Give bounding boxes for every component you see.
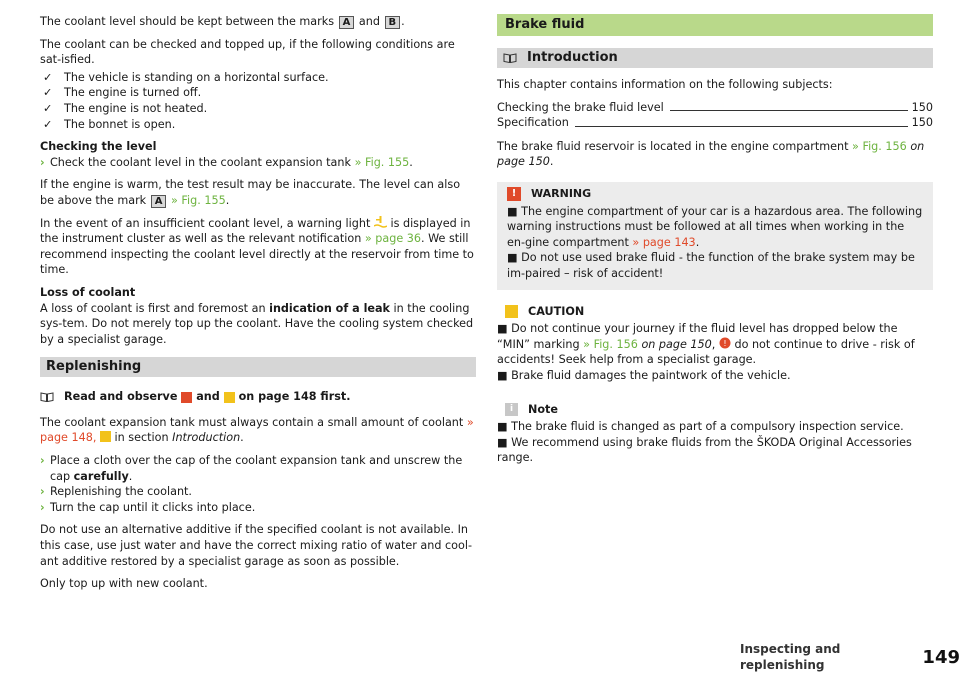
expansion-tank-paragraph: The coolant expansion tank must always contain a small amount of coolant » page 148, in section Introduction. — [40, 415, 474, 445]
arrow-right-icon: › — [40, 485, 45, 499]
conditions-list — [40, 70, 476, 132]
footer-section-label: Inspecting and replenishing — [740, 642, 841, 672]
page-footer — [740, 642, 960, 673]
list-item: ✓ The engine is not heated. — [43, 101, 208, 115]
replenishing-section-header: Replenishing — [40, 357, 476, 377]
checking-level-heading: Checking the level — [40, 140, 157, 154]
warm-engine-paragraph: If the engine is warm, the test result may be inaccurate. The level can also be above the mark A » Fig. 155. — [40, 178, 461, 207]
insufficient-level-paragraph: In the event of an insufficient coolant level, a warning light is displayed in the instrument cluster as well as the relevant notification » page 36. We still recommend inspecting the coolant level directly at the reservoir from time to time. — [40, 216, 474, 277]
reservoir-location-paragraph: The brake fluid reservoir is located in the engine compartment » Fig. 156 on page 150. — [497, 139, 925, 169]
warning-icon — [181, 392, 192, 403]
caution-item: ■ Brake fluid damages the paintwork of the vehicle. — [497, 368, 791, 382]
caution-heading: CAUTION — [505, 304, 933, 320]
arrow-right-icon: › — [40, 500, 45, 514]
checkmark-icon: ✓ — [43, 117, 53, 131]
brake-fluid-header: Brake fluid — [497, 14, 933, 36]
svg-text:!: ! — [723, 338, 727, 348]
introduction-header: Introduction — [497, 48, 933, 68]
warning-item: ■ Do not use used brake fluid - the function of the brake system may be im-paired – risk of accident! — [507, 251, 915, 280]
page-148-link[interactable]: » page 148, — [40, 415, 474, 445]
checkmark-icon: ✓ — [43, 101, 53, 115]
read-and-observe-line: Read and observe and on page 148 first. — [40, 389, 476, 405]
alternative-additive-paragraph: Do not use an alternative additive if the specified coolant is not available. In this case, use just water and have the correct mixing ratio of water and cool-ant additive restored by a specialist garage as soon as possible. — [40, 523, 473, 568]
page-36-link[interactable]: » page 36 — [364, 232, 421, 246]
note-item: ■ The brake fluid is changed as part of a compulsory inspection service. — [497, 420, 904, 434]
mark-a-label: A — [151, 195, 167, 208]
list-item: › Replenishing the coolant. — [40, 485, 192, 499]
caution-item: ■ Do not continue your journey if the fluid level has dropped below the “MIN” marking » Fig. 156 on page 150, ! do not continue to drive - risk of accidents! Seek help from a specialist garage. — [497, 322, 915, 367]
note-item: ■ We recommend using brake fluids from the ŠKODA Original Accessories range. — [497, 435, 912, 465]
checkmark-icon: ✓ — [43, 70, 53, 84]
checking-step: › Check the coolant level in the coolant expansion tank » Fig. 155. — [40, 155, 413, 169]
note-heading: i Note — [505, 402, 933, 418]
loss-of-coolant-paragraph: A loss of coolant is first and foremost an indication of a leak in the cooling sys-tem. Do not merely top up the coolant. Have the cooling system checked by a specialist garage. — [40, 301, 474, 346]
coolant-level-paragraph: The coolant level should be kept between the marks A and B . — [40, 15, 405, 28]
toc-item-specification[interactable]: Specification 150 — [497, 116, 933, 130]
page-143-link[interactable]: » page 143 — [632, 235, 696, 249]
coolant-warning-icon — [374, 216, 387, 228]
warning-box — [497, 182, 933, 290]
loss-of-coolant-heading: Loss of coolant — [40, 285, 136, 299]
table-of-contents — [497, 100, 933, 131]
caution-icon — [100, 431, 111, 442]
info-icon: i — [505, 403, 518, 416]
mark-b-label: B — [385, 16, 401, 29]
brake-warning-icon — [719, 337, 731, 349]
warning-icon: ! — [507, 187, 521, 201]
list-item: › Place a cloth over the cap of the coolant expansion tank and unscrew the cap carefully. — [40, 454, 463, 483]
checkmark-icon: ✓ — [43, 86, 53, 100]
conditions-intro: The coolant can be checked and topped up, if the following conditions are sat-isfied. — [40, 37, 455, 67]
caution-icon — [505, 305, 518, 318]
right-column — [497, 14, 933, 466]
fig-155-link[interactable]: » Fig. 155 — [354, 155, 410, 169]
toc-item-checking[interactable]: Checking the brake fluid level 150 — [497, 100, 933, 114]
book-icon — [40, 392, 54, 402]
warning-heading: ! WARNING — [507, 186, 925, 202]
list-item: ✓ The vehicle is standing on a horizontal surface. — [43, 70, 329, 84]
intro-text: This chapter contains information on the following subjects: — [497, 78, 833, 91]
fig-156-link[interactable]: » Fig. 156 — [852, 139, 907, 153]
replenishing-steps — [40, 453, 476, 515]
list-item: › Turn the cap until it clicks into place. — [40, 500, 256, 514]
warning-item: ■ The engine compartment of your car is a hazardous area. The following warning instructions must be followed at all times when working in the en-gine compartment » page 143. — [507, 204, 923, 249]
caution-icon — [224, 392, 235, 403]
book-icon — [503, 53, 517, 63]
fig-156-link[interactable]: » Fig. 156 — [583, 337, 638, 351]
list-item: ✓ The bonnet is open. — [43, 117, 176, 131]
new-coolant-paragraph: Only top up with new coolant. — [40, 577, 208, 591]
page-number: 149 — [922, 646, 960, 668]
arrow-right-icon: › — [40, 454, 45, 468]
arrow-right-icon: › — [40, 155, 45, 169]
left-column — [40, 14, 476, 599]
list-item: ✓ The engine is turned off. — [43, 86, 202, 100]
mark-a-label: A — [339, 16, 355, 29]
fig-155-link[interactable]: » Fig. 155 — [171, 193, 226, 207]
